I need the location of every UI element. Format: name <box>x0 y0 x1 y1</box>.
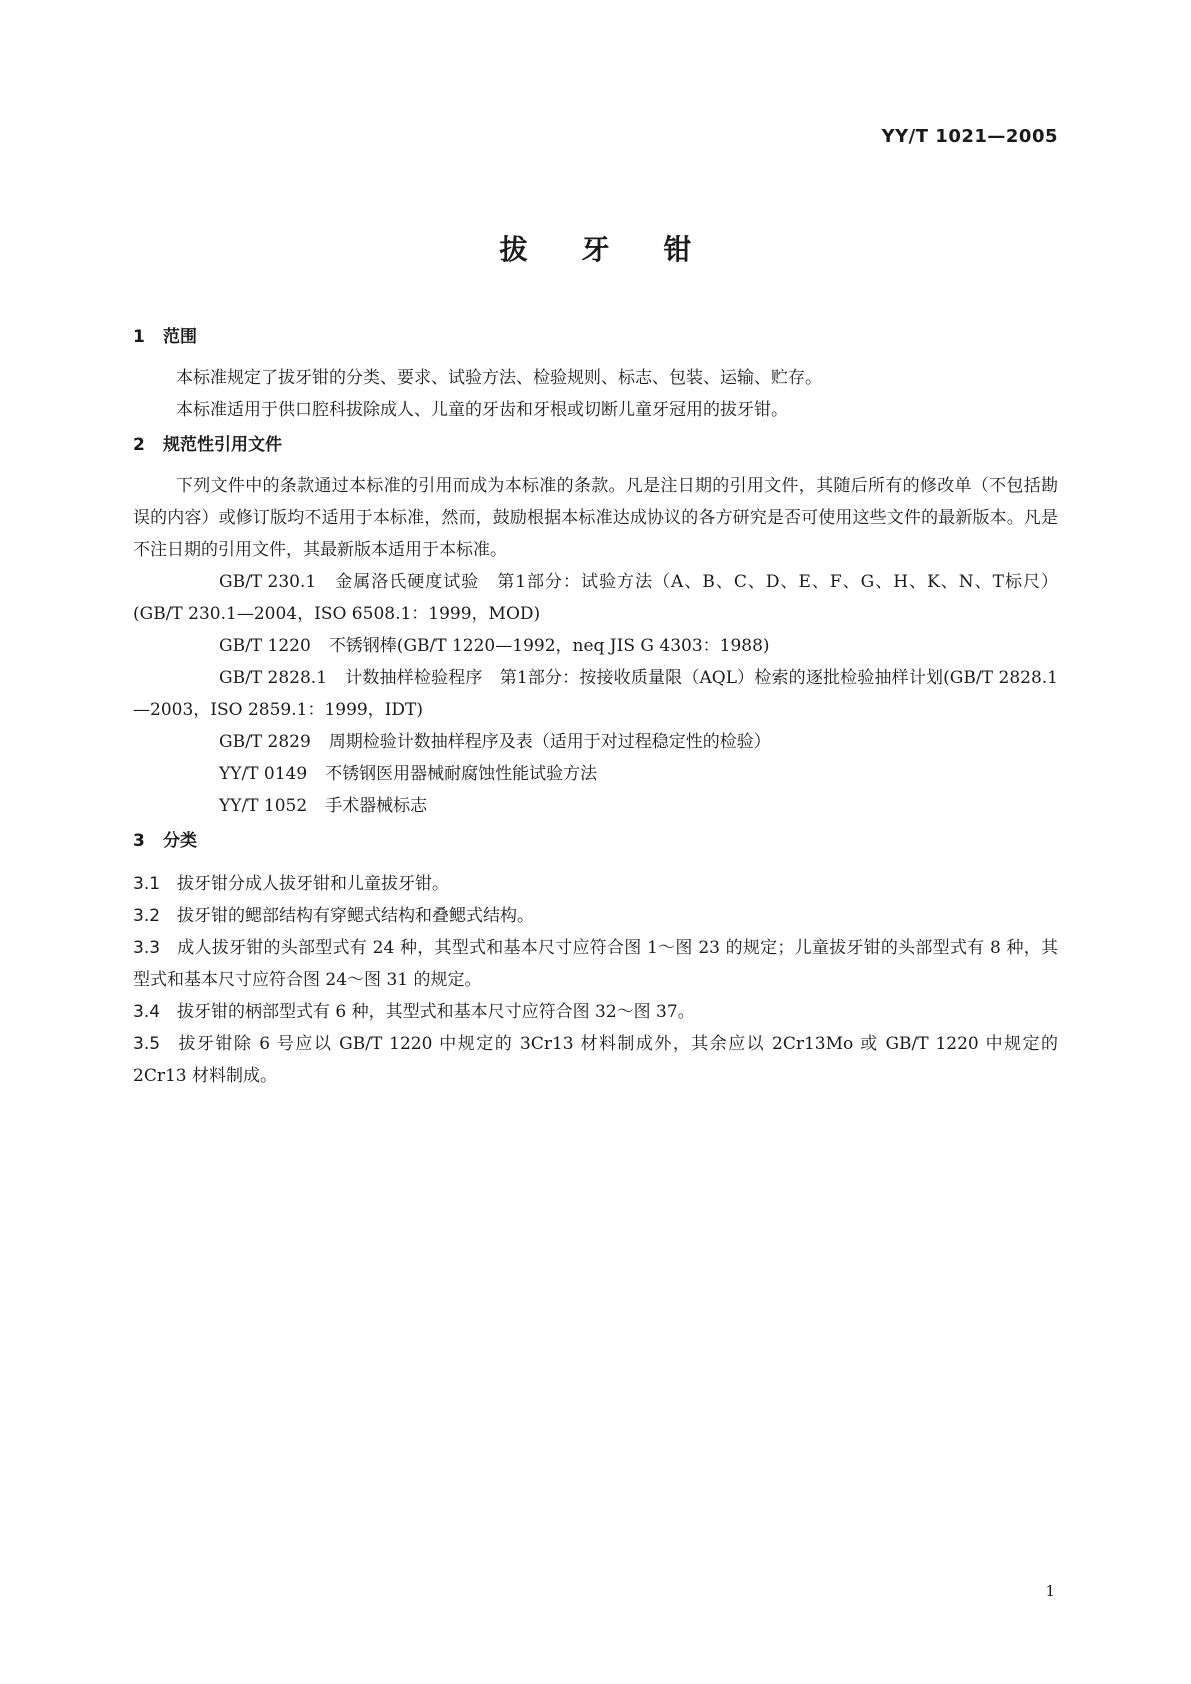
section-1-heading <box>133 326 1058 348</box>
reference-code: GB/T 2828.1 <box>219 668 328 688</box>
clause-text: 拔牙钳除 6 号应以 GB/T 1220 中规定的 3Cr13 材料制成外，其余应以 2Cr13Mo 或 GB/T 1220 中规定的 2Cr13 材料制成。 <box>133 1034 1058 1086</box>
section-3-heading <box>133 830 1058 852</box>
reference-entry <box>133 630 1058 662</box>
paragraph: 下列文件中的条款通过本标准的引用而成为本标准的条款。凡是注日期的引用文件，其随后所有的修改单（不包括勘误的内容）或修订版均不适用于本标准，然而，鼓励根据本标准达成协议的各方研究是否可使用这些文件的最新版本。凡是不注日期的引用文件，其最新版本适用于本标准。 <box>133 476 1058 560</box>
reference-code: GB/T 1220 <box>219 636 311 656</box>
section-2-heading <box>133 434 1058 456</box>
reference-code: GB/T 230.1 <box>219 572 317 592</box>
clause-number: 3.1 <box>133 874 161 894</box>
clause-text: 拔牙钳分成人拔牙钳和儿童拔牙钳。 <box>177 874 449 894</box>
reference-title: 不锈钢医用器械耐腐蚀性能试验方法 <box>325 764 598 784</box>
clause-text: 成人拔牙钳的头部型式有 24 种，其型式和基本尺寸应符合图 1～图 23 的规定；儿童拔牙钳的头部型式有 8 种，其型式和基本尺寸应符合图 24～图 31 的规定。 <box>133 938 1058 990</box>
reference-entry <box>133 758 1058 790</box>
paragraph: 本标准规定了拔牙钳的分类、要求、试验方法、检验规则、标志、包装、运输、贮存。 <box>176 368 822 388</box>
clause <box>133 868 1058 900</box>
reference-entry <box>133 726 1058 758</box>
clause-text: 拔牙钳的柄部型式有 6 种，其型式和基本尺寸应符合图 32～图 37。 <box>177 1002 695 1022</box>
page-number: 1 <box>1045 1582 1055 1600</box>
reference-entry <box>133 566 1058 630</box>
section-title: 范围 <box>163 327 197 347</box>
clause <box>133 1028 1058 1092</box>
reference-title: 手术器械标志 <box>325 796 428 816</box>
document-title: 拔牙钳 <box>499 233 746 266</box>
reference-code: GB/T 2829 <box>219 732 311 752</box>
section-title: 分类 <box>163 831 197 851</box>
document-body <box>133 326 1058 1092</box>
reference-title: 计数抽样检验程序 第1部分：按接收质量限（AQL）检索的逐批检验抽样计划(GB/T 2828.1—2003，ISO 2859.1：1999，IDT) <box>133 668 1058 720</box>
reference-title: 不锈钢棒(GB/T 1220—1992，neq JIS G 4303：1988) <box>328 636 770 656</box>
standard-code: YY/T 1021—2005 <box>881 126 1058 147</box>
reference-code: YY/T 0149 <box>219 764 308 784</box>
clause-number: 3.3 <box>133 938 161 958</box>
reference-entry <box>133 790 1058 822</box>
clause-number: 3.2 <box>133 906 161 926</box>
reference-title: 金属洛氏硬度试验 第1部分：试验方法（A、B、C、D、E、F、G、H、K、N、T标尺）(GB/T 230.1—2004，ISO 6508.1：1999，MOD) <box>133 572 1058 624</box>
clause-number: 3.4 <box>133 1002 161 1022</box>
reference-code: YY/T 1052 <box>219 796 308 816</box>
section-title: 规范性引用文件 <box>163 435 282 455</box>
clause <box>133 996 1058 1028</box>
section-number: 2 <box>133 435 145 455</box>
reference-entry <box>133 662 1058 726</box>
reference-title: 周期检验计数抽样程序及表（适用于对过程稳定性的检验） <box>328 732 771 752</box>
clause <box>133 900 1058 932</box>
section-number: 3 <box>133 831 145 851</box>
paragraph: 本标准适用于供口腔科拔除成人、儿童的牙齿和牙根或切断儿童牙冠用的拔牙钳。 <box>176 400 788 420</box>
section-number: 1 <box>133 327 145 347</box>
clause <box>133 932 1058 996</box>
clause-text: 拔牙钳的鳃部结构有穿鳃式结构和叠鳃式结构。 <box>177 906 534 926</box>
clause-number: 3.5 <box>133 1034 161 1054</box>
